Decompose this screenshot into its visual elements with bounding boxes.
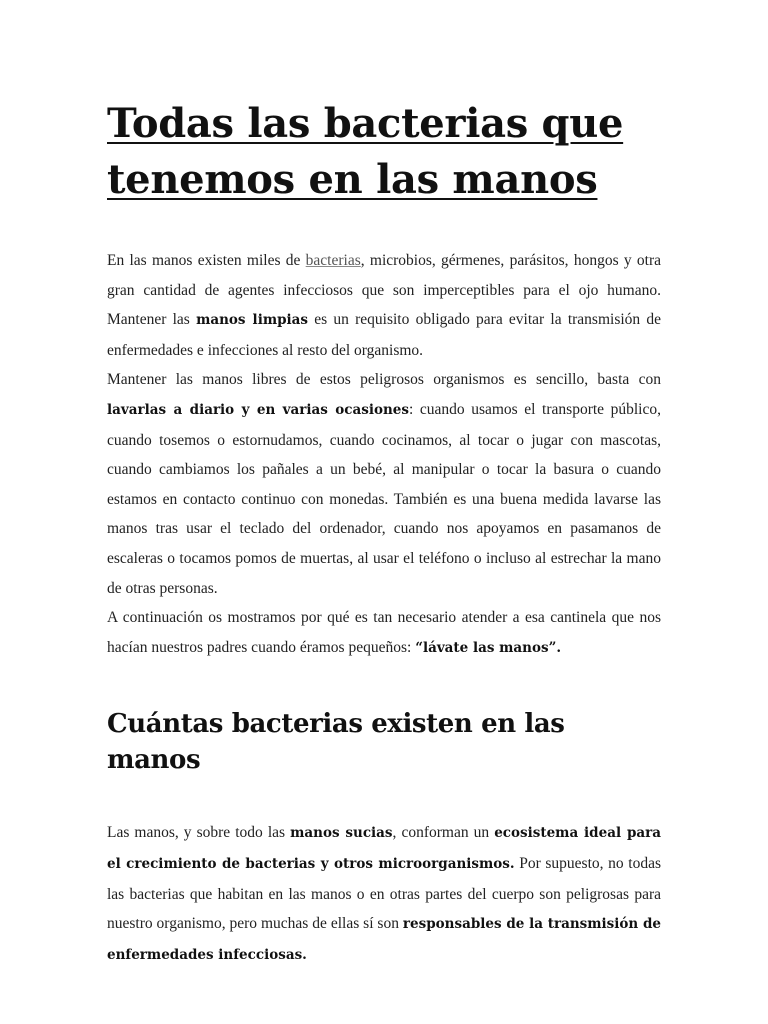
bold-text: manos limpias: [196, 312, 309, 329]
bold-text: manos sucias: [290, 825, 393, 842]
text-run: es un requisito obligado para evitar la transmisión de enfermedades e infecciones al resto del organismo.: [107, 311, 662, 359]
bold-text: ecosistema ideal para el crecimiento de bacterias y otros microorganismos.: [107, 825, 662, 872]
text-run: : cuando usamos el transporte público, cuando tosemos o estornudamos, cuando cocinamos, al tocar o jugar con mascotas, cuando cambiamos los pañales a un bebé, al manipular o tocar la basura o cuando estamos en contacto continuo con monedas. También es una buena medida lavarse las manos tras usar el teclado del ordenador, cuando nos apoyamos en pasamanos de escaleras o tocamos pomos de muertas, al usar el teléfono o incluso al estrechar la mano de otras personas.: [107, 400, 661, 597]
text-run: En las manos existen miles de: [107, 252, 306, 269]
text-run: Mantener las manos libres de estos peligrosos organismos es sencillo, basta con: [107, 371, 661, 389]
text-run: A continuación os mostramos por qué es tan necesario atender a esa cantinela que nos hacían nuestros padres cuando éramos pequeños:: [107, 609, 661, 656]
washing-paragraph: [107, 365, 661, 603]
bold-text: responsables de la transmisión de enfermedades infecciosas.: [107, 916, 661, 963]
section-paragraph: [107, 818, 661, 970]
intro-paragraph: [107, 246, 661, 365]
article: [107, 96, 661, 970]
text-run: , microbios, gérmenes, parásitos, hongos y otra gran cantidad de agentes infecciosos que son imperceptibles para el ojo humano. Mantener las: [107, 252, 661, 329]
text-run: , conforman un: [392, 824, 495, 842]
bold-text: “lávate las manos”.: [415, 639, 562, 656]
bold-text: lavarlas a diario y en varias ocasiones: [107, 401, 409, 418]
bacterias-link[interactable]: bacterias: [305, 252, 361, 269]
page-title: Todas las bacterias que tenemos en las manos: [107, 100, 624, 203]
continuation-paragraph: [107, 603, 661, 663]
section-heading: Cuántas bacterias existen en las manos: [107, 709, 565, 776]
text-run: Por supuesto, no todas las bacterias que habitan en las manos o en otras partes del cuerpo son peligrosas para nuestro organismo, pero muchas de ellas sí son: [107, 854, 661, 933]
text-run: Las manos, y sobre todo las: [107, 824, 291, 842]
